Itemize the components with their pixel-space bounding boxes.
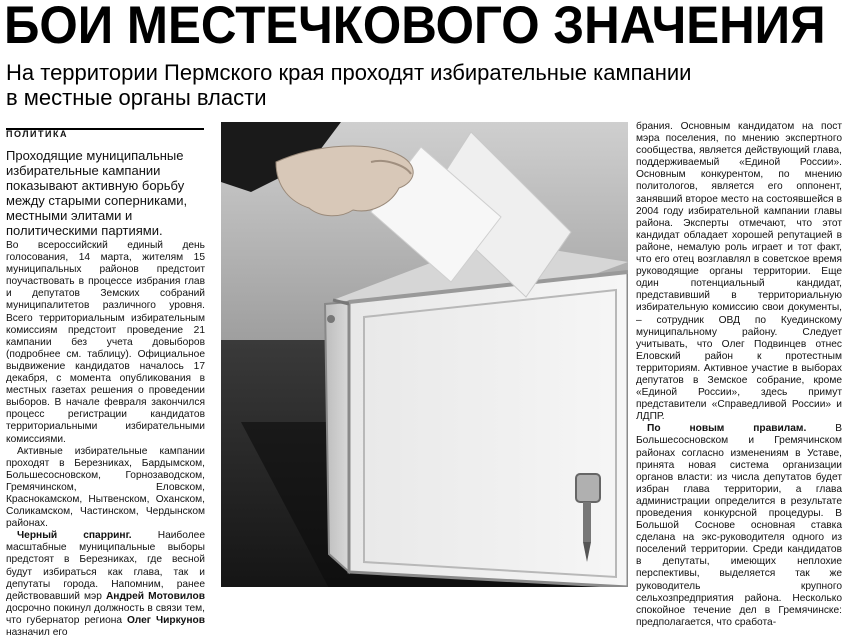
subheading-new-rules: По новым правилам. xyxy=(647,423,807,435)
person-name-motovilov: Андрей Мотовилов xyxy=(105,590,206,602)
col3-paragraph-2-text: В Большесосновском и Гремячинском районах согласно изменениям в Уставе, принята новая система организации органов власти: из числа депутатов будет избран глава территории, а глава администрации определится в результате проведения конкурсной процедуры. В Большой Соснове основная ставка сделана на экс-руководителя одного из поселений территории. Среди кандидатов в депутаты, имеющих неплохие перспективы, выделяется так же руководитель крупного сельхозпредприятия района. Несколько спокойное течение дел в Гремячинске: предполагается, что сработа- xyxy=(636,423,842,628)
ballot-box-photo xyxy=(221,122,628,587)
col3-paragraph-2 xyxy=(636,423,842,629)
person-name-chirkunov: Олег Чиркунов xyxy=(126,614,205,626)
col3-paragraph-1: брания. Основным кандидатом на пост мэра поселения, по мнению экспертного сообщества, является действующий глава, поддерживаемый «Единой России». Основным конкурентом, по мнению политологов, является его оппонент, занявший второе место на состоявшейся в 2004 году избирательной кампании главы района. Эксперты отмечают, что этот кандидат обладает хорошей репутацией в районе, немалую роль играет и тот факт, что его отец возглавлял в советское время руководящие органы территории. Еще один потенциальный кандидат, представивший в территориальную избирательную комиссию свои документы, – сотрудник ОВД по Куединскому муниципальному району. Следует учитывать, что Олег Подвинцев отнес Еловский район к протестным территориям. Активное участие в выборах депутатов в Земское собрание, кроме «Единой России», здесь примут представители «Справедливой России» и ЛДПР. xyxy=(636,121,842,423)
article-column-1 xyxy=(6,240,205,639)
subheadline-line-1: На территории Пермского края проходят избирательные кампании xyxy=(6,60,692,85)
col1-paragraph-3-text-a: Наиболее масштабные муниципальные выборы предстоят в Березниках, где весной будут избираться как глава, так и депутаты города. Напомним, ранее действовавший мэр xyxy=(6,530,205,602)
col1-paragraph-2: Активные избирательные кампании проходят в Березниках, Бардымском, Большесосновском, Горнозаводском, Гремячинском, Еловском, Краснокамском, Нытвенском, Оханском, Соликамском, Частинском, Чердынском районах. xyxy=(6,445,205,530)
subheadline-line-2: в местные органы власти xyxy=(6,85,267,110)
rubric-label: ПОЛИТИКА xyxy=(6,129,68,139)
lead-paragraph: Проходящие муниципальные избирательные кампании показывают активную борьбу между старыми соперниками, местными элитами и политическими партиями. xyxy=(6,148,188,238)
col1-paragraph-1: Во всероссийский единый день голосования, 14 марта, жителям 15 муниципальных районов предстоит поучаствовать в процессе избрания глав и депутатов Земских собраний муниципалитетов различного уровня. Всего территориальным избирательным комиссиям предстоит проведение 21 кампании без учета довыборов (подробнее см. таблицу). Официальное выдвижение кандидатов началось 17 декабря, с момента опубликования в местных газетах решения о проведении выборов. В начале февраля закончился процесс регистрации кандидатов территориальными избирательными комиссиями. xyxy=(6,240,205,445)
subheadline xyxy=(6,60,786,110)
article-column-3 xyxy=(636,121,842,629)
col1-paragraph-3-text-b: досрочно покинул должность в связи тем, что губернатор региона xyxy=(6,602,205,626)
col1-paragraph-3-text-c: назначил его xyxy=(6,627,68,638)
headline: БОИ МЕСТЕЧКОВОГО ЗНАЧЕНИЯ xyxy=(4,0,826,55)
col1-paragraph-3 xyxy=(6,530,205,639)
subheading-black-sparring: Черный спарринг. xyxy=(17,530,132,542)
